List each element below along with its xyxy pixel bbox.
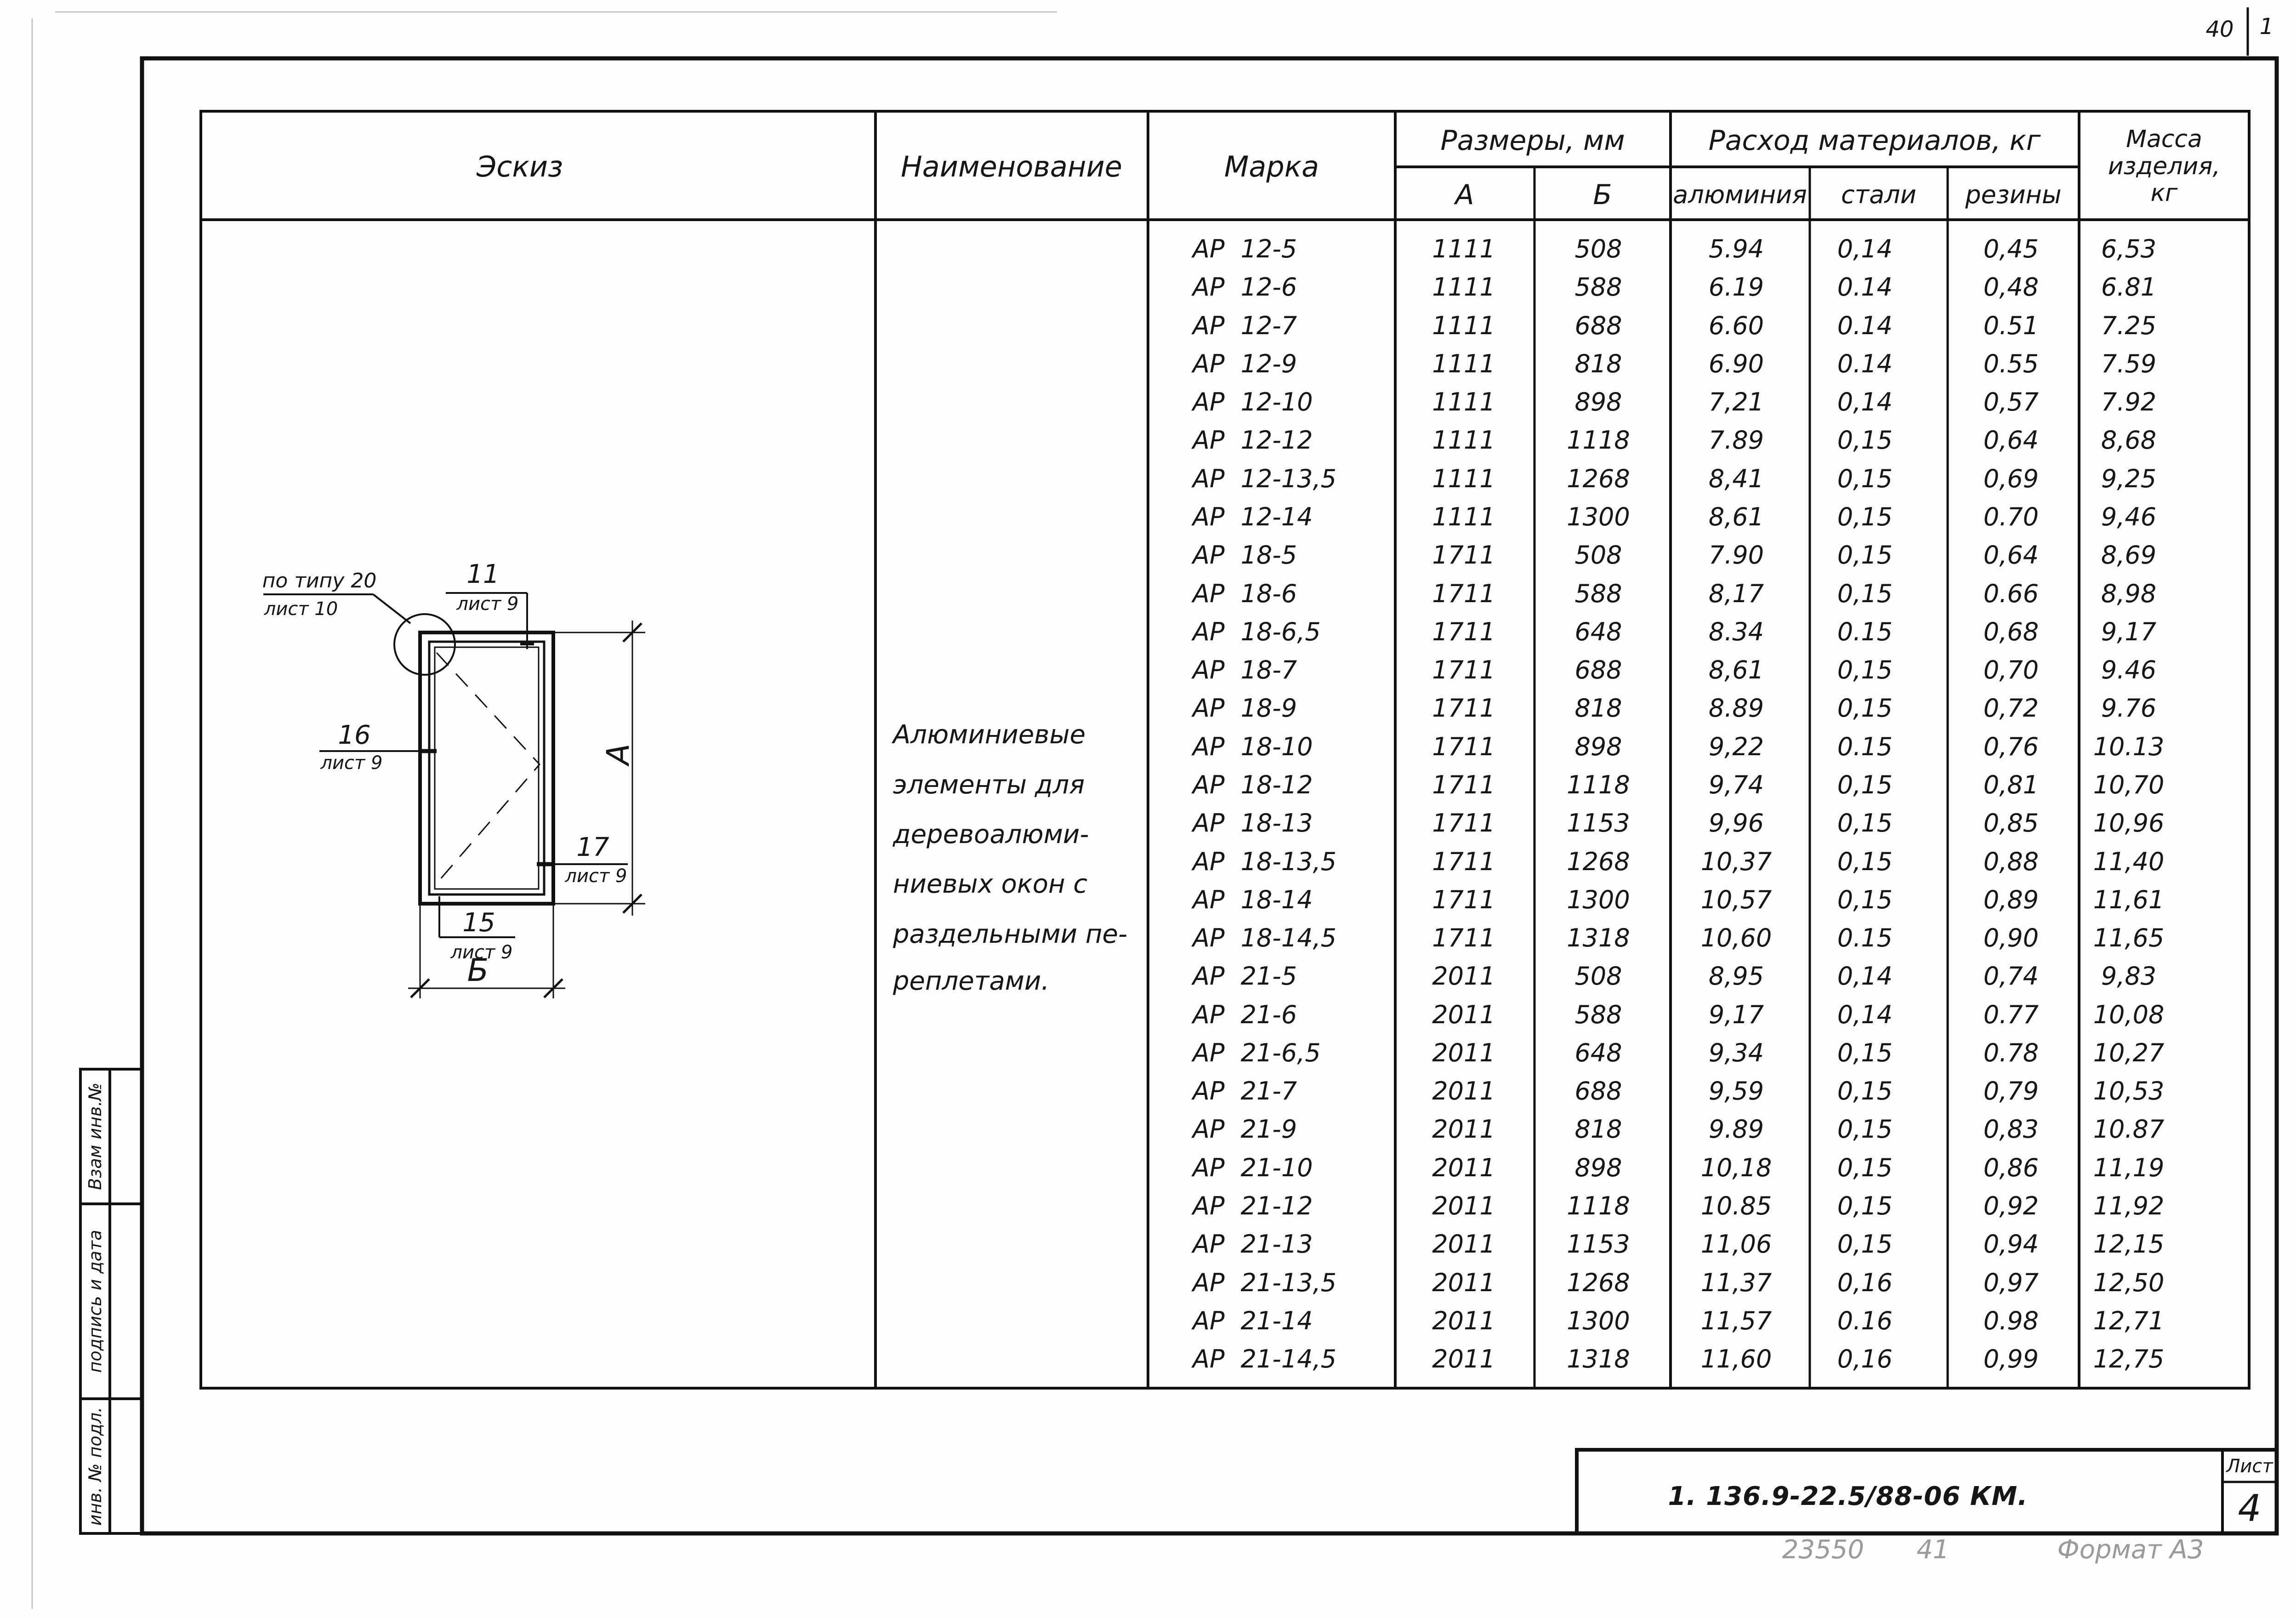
cell-steel: 0.14 [1837, 311, 1893, 340]
cell-steel: 0,15 [1837, 541, 1893, 570]
header-materials: Расход материалов, кг [1708, 125, 2041, 157]
cell-a: 2011 [1432, 1000, 1495, 1029]
cell-rubber: 0.66 [1983, 579, 2039, 608]
sheet-number: 4 [2238, 1487, 2262, 1530]
cell-mark: АР 21-14,5 [1193, 1345, 1337, 1374]
cell-aluminum: 8,61 [1708, 502, 1764, 531]
header-steel: стали [1841, 180, 1916, 209]
cell-rubber: 0,97 [1983, 1268, 2039, 1297]
cell-rubber: 0,64 [1983, 426, 2039, 455]
cell-mark: АР 21-5 [1193, 962, 1297, 991]
callout-15-sheet: лист 9 [450, 942, 513, 963]
cell-b: 588 [1574, 273, 1622, 302]
cell-a: 1711 [1432, 541, 1495, 570]
cell-aluminum: 8,17 [1708, 579, 1764, 608]
cell-rubber: 0,90 [1983, 923, 2039, 952]
cell-mass: 10,08 [2093, 1000, 2165, 1029]
cell-aluminum: 10,60 [1700, 923, 1772, 952]
cell-a: 1711 [1432, 885, 1495, 914]
cell-mass: 10,70 [2093, 770, 2165, 799]
frame-outer-contour [420, 632, 553, 904]
callout-16-sheet: лист 9 [320, 752, 383, 774]
callout-15-number: 15 [462, 908, 495, 938]
cell-steel: 0,15 [1837, 1115, 1893, 1144]
cell-mark: АР 12-10 [1193, 387, 1313, 417]
cell-mark: АР 21-13,5 [1193, 1268, 1337, 1297]
cell-rubber: 0,76 [1983, 732, 2039, 761]
cell-mark: АР 18-14 [1193, 885, 1313, 914]
footer-format: Формат А3 [2057, 1535, 2204, 1565]
cell-b: 1268 [1567, 464, 1630, 493]
header-aluminum: алюминия [1673, 180, 1807, 209]
cell-steel: 0,14 [1837, 234, 1893, 263]
cell-a: 1711 [1432, 579, 1495, 608]
cell-a: 1111 [1432, 502, 1495, 531]
product-name-line: элементы для [893, 770, 1085, 800]
cell-rubber: 0,88 [1983, 847, 2039, 876]
cell-aluminum: 11,60 [1700, 1345, 1772, 1374]
cell-steel: 0,15 [1837, 847, 1893, 876]
cell-mass: 7.59 [2101, 349, 2157, 378]
cell-rubber: 0,83 [1983, 1115, 2039, 1144]
cell-aluminum: 6.90 [1708, 349, 1764, 378]
cell-b: 1118 [1567, 426, 1630, 455]
cell-aluminum: 6.60 [1708, 311, 1764, 340]
cell-mass: 9,83 [2101, 962, 2157, 991]
header-mass-line2: изделия, [2108, 153, 2221, 180]
cell-mark: АР 12-6 [1193, 273, 1297, 302]
cell-a: 1111 [1432, 311, 1495, 340]
callout-11-sheet: лист 9 [456, 593, 519, 615]
dimension-b-label: Б [467, 952, 489, 989]
cell-aluminum: 8,95 [1708, 962, 1764, 991]
cell-b: 1300 [1567, 885, 1630, 914]
cell-mark: АР 12-12 [1193, 426, 1313, 455]
cell-aluminum: 8,61 [1708, 655, 1764, 685]
cell-aluminum: 10,18 [1700, 1153, 1772, 1182]
cell-mass: 7.92 [2101, 387, 2157, 417]
cell-aluminum: 11,37 [1700, 1268, 1772, 1297]
cell-a: 1711 [1432, 770, 1495, 799]
cell-a: 1111 [1432, 234, 1495, 263]
cell-mark: АР 12-9 [1193, 349, 1297, 378]
cell-mass: 10.87 [2093, 1115, 2165, 1144]
stamp-signature-date: подпись и дата [85, 1230, 105, 1373]
cell-mark: АР 18-5 [1193, 541, 1297, 570]
cell-steel: 0,14 [1837, 387, 1893, 417]
cell-a: 1111 [1432, 426, 1495, 455]
cell-mass: 10.13 [2093, 732, 2165, 761]
cell-aluminum: 11,06 [1700, 1230, 1772, 1259]
cell-aluminum: 10.85 [1700, 1191, 1772, 1220]
cell-aluminum: 6.19 [1708, 273, 1764, 302]
cell-steel: 0,15 [1837, 464, 1893, 493]
cell-steel: 0,15 [1837, 1191, 1893, 1220]
header-rubber: резины [1965, 180, 2062, 209]
product-name-line: Алюминиевые [893, 720, 1086, 750]
cell-mark: АР 21-6,5 [1193, 1038, 1321, 1067]
cell-aluminum: 9,17 [1708, 1000, 1764, 1029]
cell-mark: АР 21-10 [1193, 1153, 1313, 1182]
cell-mass: 9,25 [2101, 464, 2157, 493]
cell-mass: 9,46 [2101, 502, 2157, 531]
callout-16-number: 16 [338, 720, 371, 750]
cell-aluminum: 5.94 [1708, 234, 1764, 263]
cell-rubber: 0,68 [1983, 617, 2039, 646]
callout-17-sheet: лист 9 [565, 866, 627, 887]
header-mark: Марка [1224, 150, 1319, 183]
cell-rubber: 0,70 [1983, 655, 2039, 685]
sheet-label: Лист [2226, 1456, 2273, 1477]
cell-a: 1711 [1432, 923, 1495, 952]
header-sketch: Эскиз [476, 150, 563, 183]
cell-aluminum: 7.89 [1708, 426, 1764, 455]
cell-mass: 12,75 [2093, 1345, 2165, 1374]
cell-b: 1118 [1567, 1191, 1630, 1220]
cell-mass: 6.81 [2101, 273, 2157, 302]
cell-aluminum: 10,57 [1700, 885, 1772, 914]
cell-steel: 0.15 [1837, 923, 1893, 952]
cell-rubber: 0.77 [1983, 1000, 2039, 1029]
detail-circle [394, 614, 455, 675]
cell-steel: 0,15 [1837, 770, 1893, 799]
cell-rubber: 0,81 [1983, 770, 2039, 799]
cell-a: 2011 [1432, 1306, 1495, 1335]
cell-steel: 0,15 [1837, 885, 1893, 914]
cell-mass: 11,65 [2093, 923, 2165, 952]
cell-a: 2011 [1432, 1345, 1495, 1374]
cell-rubber: 0,79 [1983, 1077, 2039, 1106]
cell-mass: 11,40 [2093, 847, 2165, 876]
dimension-a-label: А [600, 743, 637, 765]
cell-mass: 8,98 [2101, 579, 2157, 608]
cell-rubber: 0.51 [1983, 311, 2039, 340]
cell-a: 2011 [1432, 1191, 1495, 1220]
cell-steel: 0,14 [1837, 962, 1893, 991]
window-frame-sketch [263, 593, 645, 998]
cell-b: 588 [1574, 1000, 1622, 1029]
cell-a: 2011 [1432, 1038, 1495, 1067]
cell-b: 1300 [1567, 502, 1630, 531]
product-name-line: реплетами. [893, 966, 1050, 996]
cell-aluminum: 9,74 [1708, 770, 1764, 799]
cell-b: 588 [1574, 579, 1622, 608]
cell-steel: 0,15 [1837, 1230, 1893, 1259]
header-dimensions: Размеры, мм [1440, 125, 1625, 157]
cell-mark: АР 21-12 [1193, 1191, 1313, 1220]
cell-steel: 0,15 [1837, 655, 1893, 685]
cell-a: 2011 [1432, 962, 1495, 991]
cell-mass: 9.76 [2101, 694, 2157, 723]
cell-a: 2011 [1432, 1153, 1495, 1182]
header-dim-a: А [1455, 179, 1474, 211]
cell-aluminum: 9.89 [1708, 1115, 1764, 1144]
cell-steel: 0,15 [1837, 694, 1893, 723]
cell-b: 648 [1574, 617, 1622, 646]
cell-a: 1711 [1432, 732, 1495, 761]
cell-mark: АР 18-13,5 [1193, 847, 1337, 876]
cell-mark: АР 12-13,5 [1193, 464, 1337, 493]
cell-mark: АР 21-6 [1193, 1000, 1297, 1029]
callout-17-number: 17 [576, 832, 609, 862]
header-mass-line1: Масса [2126, 125, 2202, 153]
header-name: Наименование [901, 150, 1122, 183]
footer-inventory-number: 23550 [1782, 1535, 1864, 1565]
cell-aluminum: 9,96 [1708, 809, 1764, 838]
cell-steel: 0,15 [1837, 1077, 1893, 1106]
cell-rubber: 0,64 [1983, 541, 2039, 570]
cell-rubber: 0,72 [1983, 694, 2039, 723]
cell-rubber: 0,94 [1983, 1230, 2039, 1259]
cell-b: 818 [1574, 1115, 1622, 1144]
cell-mass: 12,50 [2093, 1268, 2165, 1297]
frame-inner-contour [435, 647, 539, 889]
callout-similar-number: по типу 20 [262, 569, 377, 593]
cell-a: 1711 [1432, 655, 1495, 685]
product-name-line: ниевых окон с [893, 869, 1088, 899]
header-dim-b: Б [1593, 179, 1612, 211]
cell-a: 2011 [1432, 1230, 1495, 1259]
cell-mass: 9,17 [2101, 617, 2157, 646]
stamp-replace-inv: Взам инв.№ [85, 1082, 105, 1190]
cell-mark: АР 18-6,5 [1193, 617, 1321, 646]
cell-steel: 0,15 [1837, 426, 1893, 455]
cell-aluminum: 7.90 [1708, 541, 1764, 570]
cell-steel: 0,14 [1837, 1000, 1893, 1029]
cell-mass: 7.25 [2101, 311, 2157, 340]
cell-b: 688 [1574, 1077, 1622, 1106]
callout-11-number: 11 [466, 559, 500, 589]
product-name-line: раздельными пе- [893, 919, 1128, 949]
cell-steel: 0,15 [1837, 1153, 1893, 1182]
stamp-original-inv: инв. № подл. [85, 1407, 105, 1526]
cell-mark: АР 21-7 [1193, 1077, 1297, 1106]
cell-rubber: 0,86 [1983, 1153, 2039, 1182]
cell-rubber: 0.98 [1983, 1306, 2039, 1335]
cell-rubber: 0,45 [1983, 234, 2039, 263]
cell-b: 688 [1574, 311, 1622, 340]
cell-aluminum: 9,34 [1708, 1038, 1764, 1067]
cell-mass: 10,96 [2093, 809, 2165, 838]
cell-steel: 0,15 [1837, 1038, 1893, 1067]
cell-mark: АР 21-14 [1193, 1306, 1313, 1335]
cell-rubber: 0,57 [1983, 387, 2039, 417]
cell-a: 1711 [1432, 809, 1495, 838]
cell-a: 2011 [1432, 1077, 1495, 1106]
cell-a: 1111 [1432, 273, 1495, 302]
cell-rubber: 0,99 [1983, 1345, 2039, 1374]
cell-rubber: 0,89 [1983, 885, 2039, 914]
cell-rubber: 0.55 [1983, 349, 2039, 378]
cell-b: 648 [1574, 1038, 1622, 1067]
cell-rubber: 0,69 [1983, 464, 2039, 493]
page-number: 40 [2205, 17, 2234, 42]
cell-b: 508 [1574, 962, 1622, 991]
cell-a: 1711 [1432, 617, 1495, 646]
cell-steel: 0,15 [1837, 809, 1893, 838]
cell-a: 2011 [1432, 1268, 1495, 1297]
cell-steel: 0.15 [1837, 617, 1893, 646]
frame-middle-contour [429, 642, 544, 894]
cell-aluminum: 8,41 [1708, 464, 1764, 493]
cell-mark: АР 12-5 [1193, 234, 1297, 263]
cell-mark: АР 12-7 [1193, 311, 1297, 340]
cell-mark: АР 18-9 [1193, 694, 1297, 723]
cell-rubber: 0.70 [1983, 502, 2039, 531]
cell-mass: 11,92 [2093, 1191, 2165, 1220]
cell-a: 1711 [1432, 694, 1495, 723]
cell-b: 688 [1574, 655, 1622, 685]
cell-b: 1300 [1567, 1306, 1630, 1335]
cell-aluminum: 8.34 [1708, 617, 1764, 646]
cell-mass: 6,53 [2101, 234, 2157, 263]
cell-aluminum: 8.89 [1708, 694, 1764, 723]
cell-mark: АР 18-12 [1193, 770, 1313, 799]
cell-rubber: 0,74 [1983, 962, 2039, 991]
cell-rubber: 0,85 [1983, 809, 2039, 838]
callout-similar-sheet: лист 10 [264, 598, 338, 620]
cell-b: 898 [1574, 1153, 1622, 1182]
cell-steel: 0,16 [1837, 1268, 1893, 1297]
cell-mass: 8,69 [2101, 541, 2157, 570]
cell-mark: АР 18-13 [1193, 809, 1313, 838]
cell-mark: АР 21-9 [1193, 1115, 1297, 1144]
cell-b: 508 [1574, 234, 1622, 263]
cell-b: 1153 [1567, 809, 1630, 838]
document-code: 1. 136.9-22.5/88-06 КМ. [1668, 1481, 2028, 1511]
cell-mass: 9.46 [2101, 655, 2157, 685]
cell-b: 898 [1574, 732, 1622, 761]
cell-b: 1118 [1567, 770, 1630, 799]
cell-mass: 11,19 [2093, 1153, 2165, 1182]
cell-a: 2011 [1432, 1115, 1495, 1144]
cell-b: 1318 [1567, 1345, 1630, 1374]
cell-steel: 0,15 [1837, 579, 1893, 608]
cell-aluminum: 10,37 [1700, 847, 1772, 876]
header-mass-line3: кг [2150, 179, 2178, 207]
cell-rubber: 0,92 [1983, 1191, 2039, 1220]
cell-b: 508 [1574, 541, 1622, 570]
cell-b: 818 [1574, 349, 1622, 378]
cell-mark: АР 12-14 [1193, 502, 1313, 531]
cell-b: 1268 [1567, 1268, 1630, 1297]
cell-b: 1153 [1567, 1230, 1630, 1259]
opening-direction-lines [437, 653, 540, 883]
cell-mark: АР 18-10 [1193, 732, 1313, 761]
cell-rubber: 0.78 [1983, 1038, 2039, 1067]
cell-mass: 11,61 [2093, 885, 2165, 914]
cell-a: 1111 [1432, 387, 1495, 417]
page-corner-mark: 1 [2259, 14, 2274, 40]
cell-aluminum: 11,57 [1700, 1306, 1772, 1335]
product-name-line: деревоалюми- [893, 820, 1089, 849]
cell-mark: АР 18-6 [1193, 579, 1297, 608]
cell-b: 818 [1574, 694, 1622, 723]
cell-steel: 0.14 [1837, 349, 1893, 378]
cell-mass: 10,27 [2093, 1038, 2165, 1067]
cell-steel: 0,15 [1837, 502, 1893, 531]
cell-mass: 12,15 [2093, 1230, 2165, 1259]
cell-steel: 0.16 [1837, 1306, 1893, 1335]
cell-b: 1268 [1567, 847, 1630, 876]
cell-aluminum: 9,59 [1708, 1077, 1764, 1106]
cell-aluminum: 7,21 [1708, 387, 1764, 417]
cell-steel: 0.14 [1837, 273, 1893, 302]
footer-copy-number: 41 [1916, 1535, 1949, 1565]
cell-a: 1711 [1432, 847, 1495, 876]
cell-mass: 10,53 [2093, 1077, 2165, 1106]
cell-mark: АР 18-7 [1193, 655, 1297, 685]
cell-b: 1318 [1567, 923, 1630, 952]
cell-rubber: 0,48 [1983, 273, 2039, 302]
cell-steel: 0.15 [1837, 732, 1893, 761]
cell-mark: АР 18-14,5 [1193, 923, 1337, 952]
cell-mass: 8,68 [2101, 426, 2157, 455]
cell-b: 898 [1574, 387, 1622, 417]
cell-a: 1111 [1432, 349, 1495, 378]
cell-aluminum: 9,22 [1708, 732, 1764, 761]
cell-a: 1111 [1432, 464, 1495, 493]
cell-mark: АР 21-13 [1193, 1230, 1313, 1259]
cell-steel: 0,16 [1837, 1345, 1893, 1374]
cell-mass: 12,71 [2093, 1306, 2165, 1335]
